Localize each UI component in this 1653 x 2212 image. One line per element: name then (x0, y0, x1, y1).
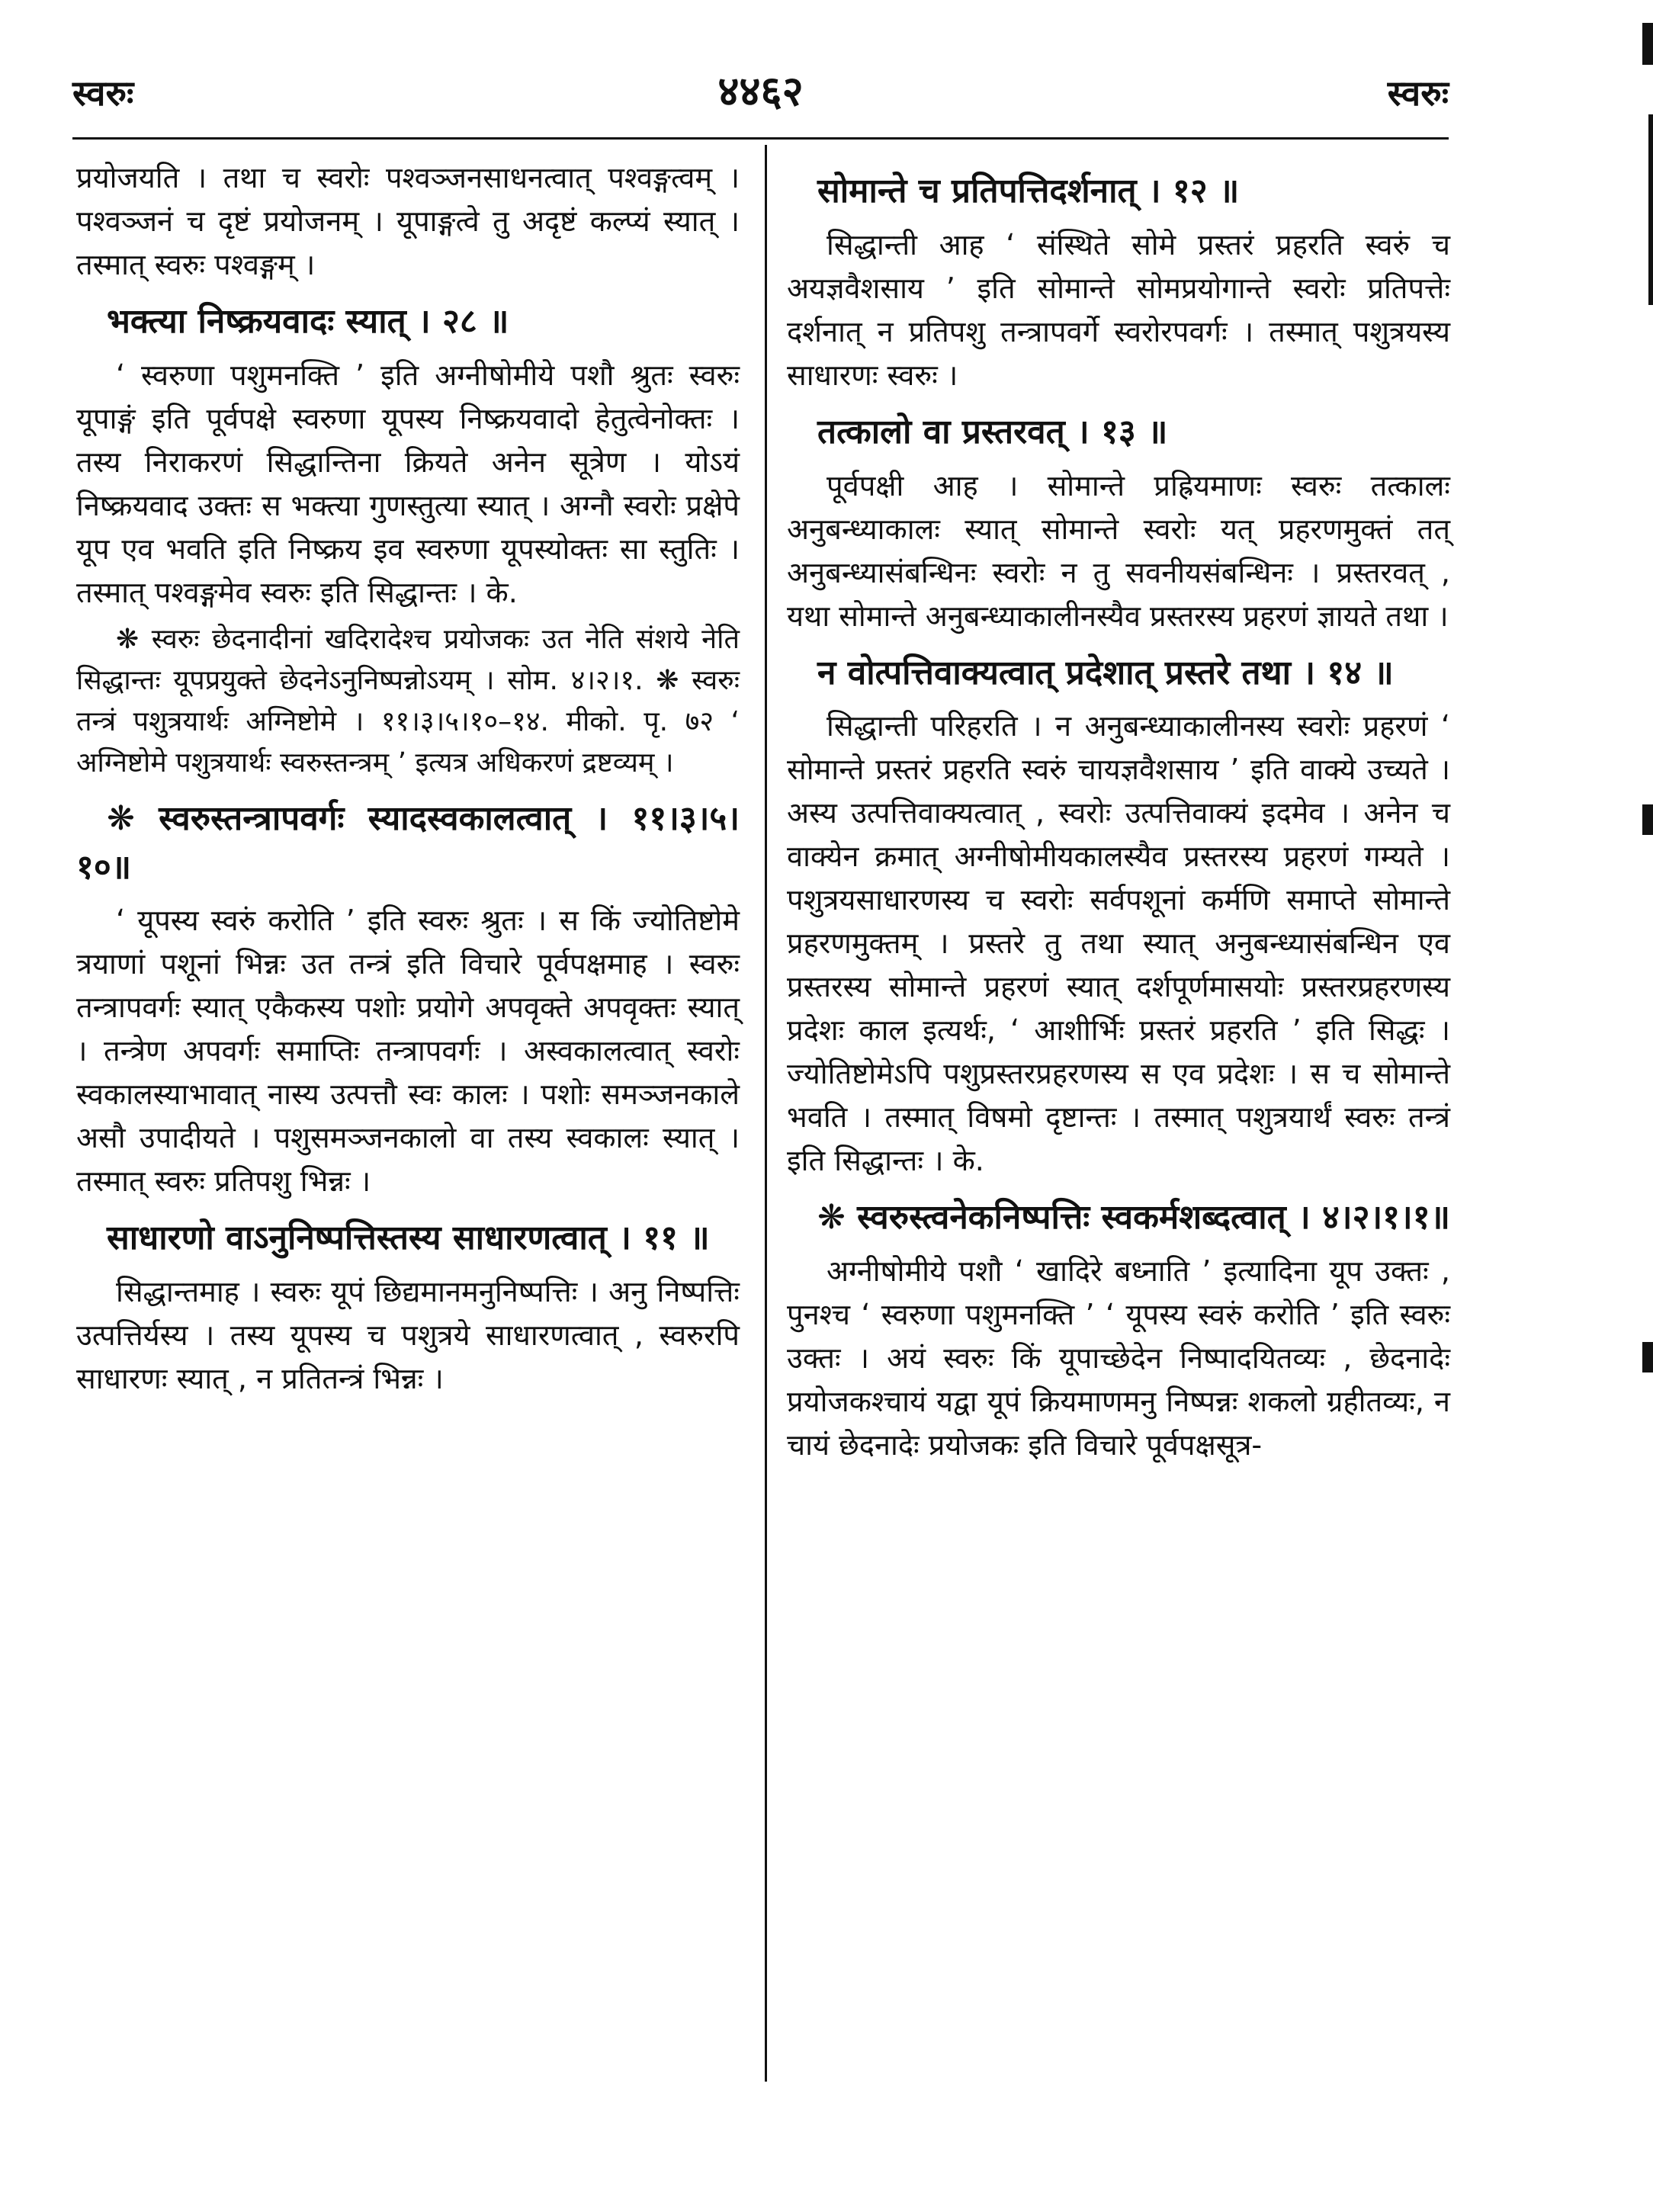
scan-edge-mark (1642, 1342, 1653, 1372)
header-right-word: स्वरुः (1387, 72, 1449, 114)
footnote-paragraph: ❋ स्वरुः छेदनादीनां खदिरादेश्च प्रयोजकः उत नेति संशये नेति सिद्धान्तः यूपप्रयुक्ते छेदनेऽनुनिष्पन्नोऽयम् । सोम. ४।२।१. ❋ स्वरुः तन्त्रं पशुत्रयार्थः अग्निष्टोमे । ११।३।५।१०–१४. मीको. पृ. ७२ ‘ अग्निष्टोमे पशुत्रयार्थः स्वरुस्तन्त्रम् ’ इत्यत्र अधिकरणं द्रष्टव्यम् । (76, 623, 740, 779)
commentary-paragraph: पूर्वपक्षी आह । सोमान्ते प्रह्रियमाणः स्वरुः तत्कालः अनुबन्ध्याकालः स्यात् सोमान्ते स्वरोः यत् प्रहरणमुक्तं तत् अनुबन्ध्यासंबन्धिनः स्वरोः न तु सवनीयसंबन्धिनः । प्रस्तरवत् , यथा सोमान्ते अनुबन्ध्याकालीनस्यैव प्रस्तरस्य प्रहरणं ज्ञायते तथा । (787, 468, 1450, 633)
commentary-paragraph: सिद्धान्ती परिहरति । न अनुबन्ध्याकालीनस्य स्वरोः प्रहरणं ‘ सोमान्ते प्रस्तरं प्रहरति स्वरुं चायज्ञवैशसाय ’ इति वाक्ये उच्यते । अस्य उत्पत्तिवाक्यत्वात् , स्वरोः उत्पत्तिवाक्यं इदमेव । अनेन च वाक्येन क्रमात् अग्नीषोमीयकालस्यैव प्रस्तरस्य प्रहरणं गम्यते । पशुत्रयसाधारणस्य च स्वरोः सर्वपशूनां कर्मणि समाप्ते सोमान्ते प्रहरणमुक्तम् । प्रस्तरे तु तथा स्यात् अनुबन्ध्यासंबन्धिन एव प्रस्तरस्य सोमान्ते प्रहरणं स्यात् दर्शपूर्णमासयोः प्रस्तरप्रहरणस्य प्रदेशः काल इत्यर्थः, ‘ आशीर्भिः प्रस्तरं प्रहरति ’ इति सिद्धः । ज्योतिष्टोमेऽपि पशुप्रस्तरप्रहरणस्य स एव प्रदेशः । स च सोमान्ते भवति । तस्मात् विषमो दृष्टान्तः । तस्मात् पशुत्रयार्थं स्वरुः तन्त्रं इति सिद्धान्तः । के. (787, 709, 1450, 1178)
commentary-paragraph: ‘ स्वरुणा पशुमनक्ति ’ इति अग्नीषोमीये पशौ श्रुतः स्वरुः यूपाङ्गं इति पूर्वपक्षे स्वरुणा यूपस्य निष्क्रयवादो हेतुत्वेनोक्तः । तस्य निराकरणं सिद्धान्तिना क्रियते अनेन सूत्रेण । योऽयं निष्क्रयवाद उक्तः स भक्त्या गुणस्तुत्या स्यात् । अग्नौ स्वरोः प्रक्षेपे यूप एव भवति इति निष्क्रय इव स्वरुणा यूपस्योक्तः सा स्तुतिः । तस्मात् पश्वङ्गमेव स्वरुः इति सिद्धान्तः । के. (76, 358, 740, 609)
right-column (787, 156, 1450, 1472)
commentary-paragraph: अग्नीषोमीये पशौ ‘ खादिरे बध्नाति ’ इत्यादिना यूप उक्तः , पुनश्च ‘ स्वरुणा पशुमनक्ति ’ ‘ यूपस्य स्वरुं करोति ’ इति स्वरुः उक्तः । अयं स्वरुः किं यूपाच्छेदेन निष्पादयितव्यः , छेदनादेः प्रयोजकश्चायं यद्वा यूपं क्रियमाणमनु निष्पन्नः शकलो ग्रहीतव्यः, न चायं छेदनादेः प्रयोजकः इति विचारे पूर्वपक्षसूत्र- (787, 1254, 1450, 1462)
column-divider (765, 145, 767, 2082)
commentary-paragraph: सिद्धान्ती आह ‘ संस्थिते सोमे प्रस्तरं प्रहरति स्वरुं च अयज्ञवैशसाय ’ इति सोमान्ते सोमप्रयोगान्ते स्वरोः प्रतिपत्तेः दर्शनात् न प्रतिपशु तन्त्रापवर्गे स्वरोरपवर्गः । तस्मात् पशुत्रयस्य साधारणः स्वरुः । (787, 227, 1450, 392)
left-column (76, 156, 740, 1405)
sutra-heading: ❋ स्वरुस्तन्त्रापवर्गः स्यादस्वकालत्वात् । ११।३।५।१०॥ (76, 798, 740, 887)
sutra-heading: भक्त्या निष्क्रयवादः स्यात् । २८ ॥ (107, 302, 509, 341)
scan-edge-mark (1642, 804, 1653, 835)
commentary-paragraph: ‘ यूपस्य स्वरुं करोति ’ इति स्वरुः श्रुतः । स किं ज्योतिष्टोमे त्रयाणां पशूनां भिन्नः उत तन्त्रं इति विचारे पूर्वपक्षमाह । स्वरुः तन्त्रापवर्गः स्यात् एकैकस्य पशोः प्रयोगे अपवृक्ते अपवृक्तः स्यात् । तन्त्रेण अपवर्गः समाप्तिः तन्त्रापवर्गः । अस्वकालत्वात् स्वरोः स्वकालस्याभावात् नास्य उत्पत्तौ स्वः कालः । पशोः समञ्जनकाले असौ उपादीयते । पशुसमञ्जनकालो वा तस्य स्वकालः स्यात् । तस्मात् स्वरुः प्रतिपशु भिन्नः । (76, 904, 740, 1199)
page-number: ४४६२ (717, 67, 804, 115)
header-rule (72, 137, 1449, 140)
scan-edge-mark (1648, 114, 1653, 305)
sutra-heading: साधारणो वाऽनुनिष्पत्तिस्तस्य साधारणत्वात् । ११ ॥ (107, 1218, 710, 1258)
scan-edge-mark (1642, 23, 1653, 65)
sutra-heading: न वोत्पत्तिवाक्यत्वात् प्रदेशात् प्रस्तरे तथा । १४ ॥ (817, 653, 1394, 692)
commentary-paragraph: प्रयोजयति । तथा च स्वरोः पश्वञ्जनसाधनत्वात् पश्वङ्गत्वम् । पश्वञ्जनं च दृष्टं प्रयोजनम् । यूपाङ्गत्वे तु अदृष्टं कल्प्यं स्यात् । तस्मात् स्वरुः पश्वङ्गम् । (76, 161, 740, 281)
sutra-heading: ❋ स्वरुस्त्वनेकनिष्पत्तिः स्वकर्मशब्दत्वात् । ४।२।१।१॥ (817, 1198, 1450, 1238)
header-left-word: स्वरुः (72, 72, 134, 114)
sutra-heading: सोमान्ते च प्रतिपत्तिदर्शनात् । १२ ॥ (817, 172, 1240, 210)
commentary-paragraph: सिद्धान्तमाह । स्वरुः यूपं छिद्यमानमनुनिष्पत्तिः । अनु निष्पत्तिः उत्पत्तिर्यस्य । तस्य यूपस्य च पशुत्रये साधारणत्वात् , स्वरुरपि साधारणः स्यात् , न प्रतितन्त्रं भिन्नः । (76, 1275, 740, 1396)
page-header (72, 61, 1449, 130)
sutra-heading: तत्कालो वा प्रस्तरवत् । १३ ॥ (817, 412, 1168, 451)
